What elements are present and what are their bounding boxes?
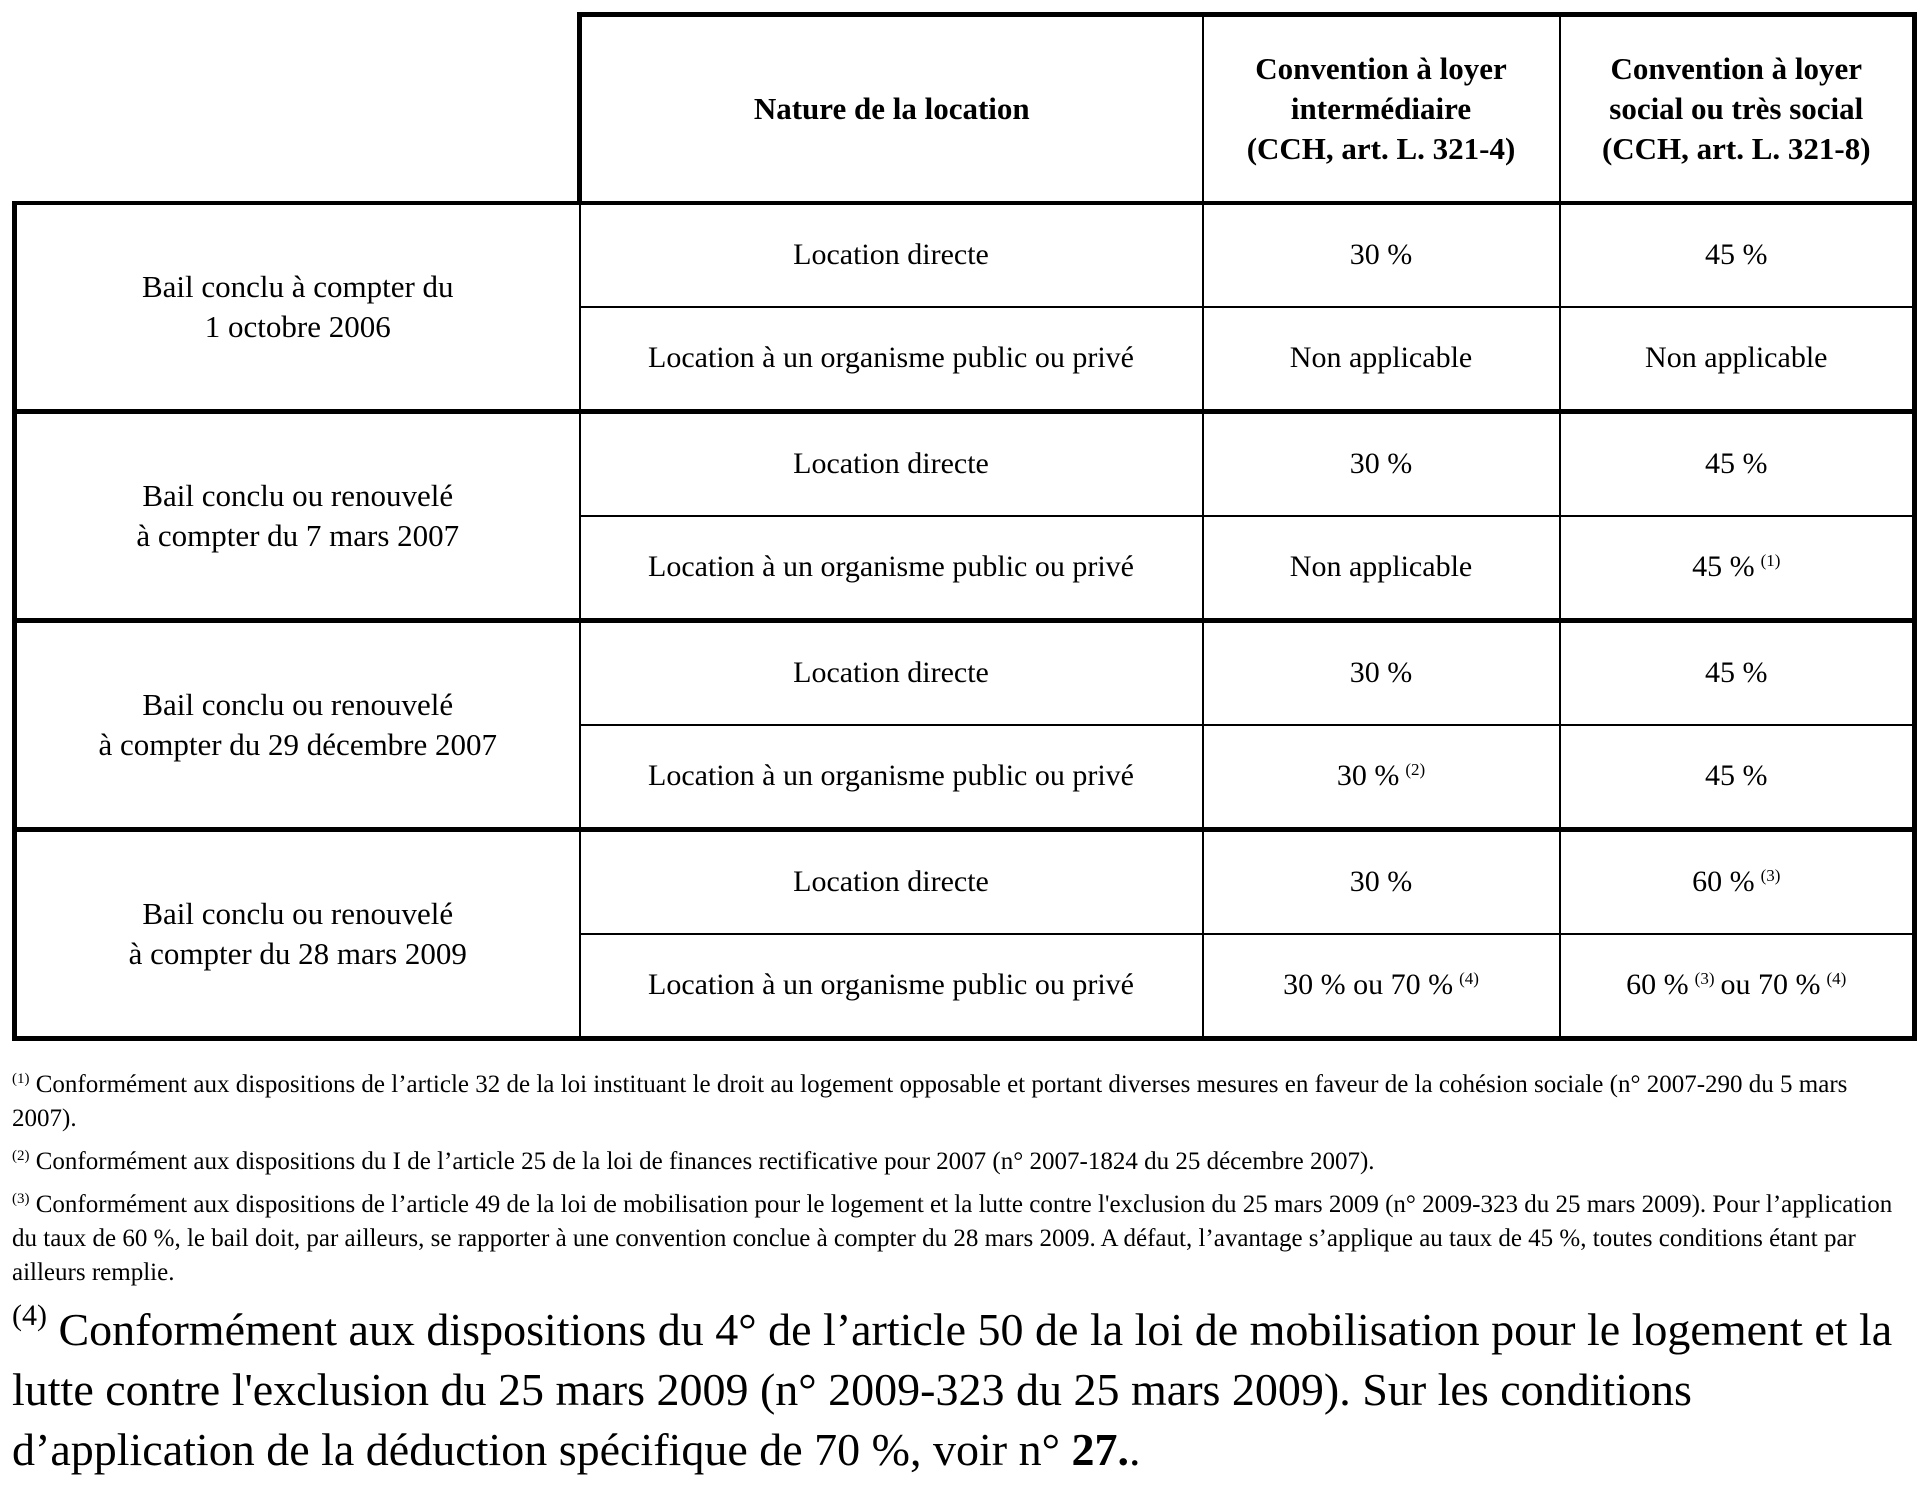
rate-intermediaire-cell: 30 % (1203, 621, 1560, 726)
nature-cell: Location directe (580, 203, 1203, 307)
rate-intermediaire-cell (1203, 934, 1560, 1039)
rate-social-cell: 45 % (1560, 725, 1915, 830)
rate-value: ou 70 % (1720, 968, 1821, 1002)
footnote-mark: (2) (12, 1148, 30, 1164)
header-intermediaire (1203, 15, 1560, 204)
rate-value: 60 % (1626, 968, 1689, 1002)
footnote-text: Conformément aux dispositions de l’article 32 de la loi instituant le droit au logement opposable et portant diverses mesures en faveur de la cohésion sociale (n° 2007-290 du 5 mars 2007). (12, 1071, 1848, 1132)
nature-cell: Location à un organisme public ou privé (580, 725, 1203, 830)
header-nature: Nature de la location (580, 15, 1203, 204)
footnotes (12, 1068, 1902, 1489)
header-social-line-3: (CCH, art. L. 321-8) (1601, 130, 1871, 166)
header-social-line-1: Convention à loyer (1610, 51, 1862, 87)
rate-value: 30 % (1336, 759, 1400, 793)
footnote-text: Conformément aux dispositions du I de l’article 25 de la loi de finances rectificative pour 2007 (n° 2007-1824 du 25 décembre 2007). (35, 1148, 1375, 1175)
rate-intermediaire-cell: 30 % (1203, 830, 1560, 935)
header-social-line-2: social ou très social (1609, 91, 1864, 127)
header-intermediaire-line-2: intermédiaire (1290, 91, 1472, 127)
rate-intermediaire-cell (1203, 725, 1560, 830)
footnote-ref: (2) (1405, 760, 1426, 780)
nature-cell: Location directe (580, 830, 1203, 935)
nature-cell: Location à un organisme public ou privé (580, 934, 1203, 1039)
period-line-2: 1 octobre 2006 (204, 309, 391, 344)
rate-value: 30 % ou 70 % (1283, 968, 1454, 1002)
table-row (15, 412, 1915, 517)
nature-cell: Location à un organisme public ou privé (580, 307, 1203, 412)
rate-intermediaire-cell: Non applicable (1203, 307, 1560, 412)
period-line-1: Bail conclu ou renouvelé (142, 687, 454, 723)
table-row (15, 203, 1915, 307)
footnote-end: . (1128, 1424, 1141, 1475)
footnote-mark: (4) (12, 1299, 47, 1332)
nature-cell: Location directe (580, 621, 1203, 726)
rate-value: 45 % (1692, 550, 1755, 584)
table-row (15, 830, 1915, 935)
footnote-ref: (3) (1760, 866, 1781, 886)
header-row (15, 15, 1915, 204)
footnote-3 (12, 1188, 1902, 1290)
rate-social-cell: 45 % (1560, 621, 1915, 726)
footnote-text: Conformément aux dispositions de l’article 49 de la loi de mobilisation pour le logement et la lutte contre l'exclusion du 25 mars 2009 (n° 2009-323 du 25 mars 2009). Pour l’application du taux de 60 %, le bail doit, par ailleurs, se rapporter à une convention conclue à compter du 28 mars 2009. A défaut, l’avantage s’applique au taux de 45 %, toutes conditions étant par ailleurs remplie. (12, 1191, 1893, 1286)
footnote-2 (12, 1145, 1902, 1179)
period-cell (15, 203, 580, 412)
rate-intermediaire-cell: 30 % (1203, 412, 1560, 517)
table-row (15, 621, 1915, 726)
rate-social-cell (1560, 830, 1915, 935)
header-intermediaire-line-1: Convention à loyer (1255, 51, 1507, 87)
footnote-ref: (3) (1694, 969, 1715, 989)
nature-cell: Location à un organisme public ou privé (580, 516, 1203, 621)
period-cell (15, 412, 580, 621)
footnote-mark: (3) (12, 1191, 30, 1207)
period-line-2: à compter du 7 mars 2007 (136, 518, 460, 553)
rates-table (12, 12, 1917, 1041)
rate-social-cell: 45 % (1560, 203, 1915, 307)
footnote-1 (12, 1068, 1902, 1136)
rate-value: 60 % (1692, 865, 1755, 899)
paragraph-reference: 27. (1071, 1424, 1129, 1475)
footnote-ref: (4) (1459, 969, 1479, 989)
footnote-text: Conformément aux dispositions du 4° de l’article 50 de la loi de mobilisation pour le logement et la lutte contre l'exclusion du 25 mars 2009 (n° 2009-323 du 25 mars 2009). Sur les conditions d’application de la déduction spécifique de 70 %, voir n° (12, 1304, 1893, 1475)
period-line-1: Bail conclu à compter du (141, 269, 454, 305)
rate-social-cell (1560, 934, 1915, 1039)
header-empty-cell (15, 15, 580, 204)
period-cell (15, 830, 580, 1039)
period-line-2: à compter du 29 décembre 2007 (98, 727, 498, 762)
rate-intermediaire-cell: Non applicable (1203, 516, 1560, 621)
header-intermediaire-line-3: (CCH, art. L. 321-4) (1246, 130, 1516, 166)
rate-social-cell (1560, 516, 1915, 621)
footnote-ref: (1) (1760, 551, 1781, 571)
period-line-2: à compter du 28 mars 2009 (128, 936, 467, 971)
header-social (1560, 15, 1915, 204)
footnote-mark: (1) (12, 1071, 30, 1087)
rate-social-cell: 45 % (1560, 412, 1915, 517)
period-line-1: Bail conclu ou renouvelé (142, 478, 454, 514)
footnote-4 (12, 1300, 1902, 1480)
period-line-1: Bail conclu ou renouvelé (142, 896, 454, 932)
period-cell (15, 621, 580, 830)
footnote-ref: (4) (1826, 969, 1847, 989)
rate-social-cell: Non applicable (1560, 307, 1915, 412)
nature-cell: Location directe (580, 412, 1203, 517)
rate-intermediaire-cell: 30 % (1203, 203, 1560, 307)
